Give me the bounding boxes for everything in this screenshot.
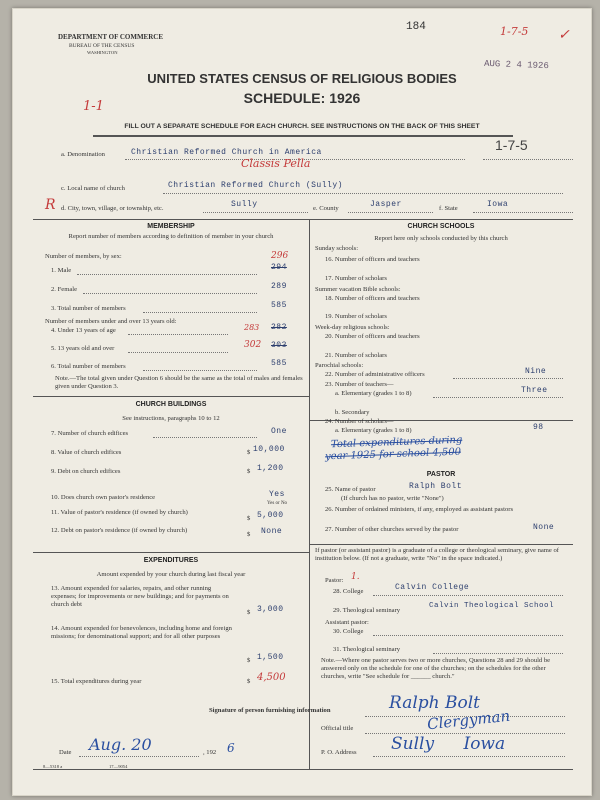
column-divider bbox=[309, 219, 310, 769]
pastor-heading: PASTOR bbox=[426, 471, 456, 478]
running-expenses-label: 13. Amount expended for salaries, repairs, and other running expenses; for improvements or new buildings; and for payments on church debt bbox=[51, 585, 229, 608]
male-label: 1. Male bbox=[51, 267, 72, 274]
summer-scholars-label: 19. Number of scholars bbox=[325, 313, 387, 320]
schools-subtitle: Report here only schools conducted by this church bbox=[374, 235, 508, 242]
assistant-seminary-label: 31. Theological seminary bbox=[333, 646, 401, 653]
edifices-count-value: One bbox=[271, 427, 287, 436]
red-r-mark: R bbox=[45, 197, 56, 213]
male-value-corrected: 296 bbox=[271, 251, 289, 261]
print-code: 17—9054 bbox=[109, 764, 128, 769]
form-subtitle: SCHEDULE: 1926 bbox=[243, 90, 361, 106]
date-value: Aug. 20 bbox=[89, 735, 152, 754]
edifices-count-label: 7. Number of church edifices bbox=[51, 430, 129, 437]
female-label: 2. Female bbox=[51, 286, 78, 293]
yes-no-hint: Yes or No bbox=[267, 501, 288, 506]
college-label: 28. College bbox=[333, 588, 364, 595]
dollar-sign: $ bbox=[247, 531, 251, 538]
census-schedule-sheet bbox=[12, 8, 592, 796]
year-prefix: , 192 bbox=[203, 749, 217, 756]
teachers-elementary-label: a. Elementary (grades 1 to 8) bbox=[335, 390, 412, 397]
over-13-label: 5. 13 years old and over bbox=[51, 345, 115, 352]
assistant-pastor-subheading: Assistant pastor: bbox=[325, 619, 369, 626]
under-13-value: 282 bbox=[271, 323, 287, 332]
city-field-label: d. City, town, village, or township, etc. bbox=[61, 205, 164, 212]
form-number: 184 bbox=[406, 21, 426, 33]
assistant-ministers-label: 26. Number of ordained ministers, if any, employed as assistant pastors bbox=[325, 506, 514, 513]
official-title-value: Clergyman bbox=[426, 706, 511, 734]
total-members-label: 3. Total number of members bbox=[51, 305, 126, 312]
residence-debt-value: None bbox=[261, 527, 283, 536]
parochial-teachers-label: 23. Number of teachers— bbox=[325, 381, 394, 388]
teachers-secondary-label: b. Secondary bbox=[335, 409, 370, 416]
denomination-value: Christian Reformed Church in America bbox=[131, 148, 322, 157]
other-churches-label: 27. Number of other churches served by the pastor bbox=[325, 526, 459, 533]
sunday-scholars-label: 17. Number of scholars bbox=[325, 275, 387, 282]
benevolences-value: 1,500 bbox=[257, 653, 284, 662]
handwritten-note-line1: Total expenditures during bbox=[330, 434, 463, 451]
pastor-red-mark: 1. bbox=[351, 572, 360, 582]
local-name-value: Christian Reformed Church (Sully) bbox=[168, 181, 343, 190]
red-corner-code: 1-7-5 bbox=[500, 25, 529, 38]
residence-value: 5,000 bbox=[257, 511, 284, 520]
residence-owned-label: 10. Does church own pastor's residence bbox=[51, 494, 156, 501]
received-date-stamp: AUG 2 4 1926 bbox=[483, 58, 549, 72]
city-label: WASHINGTON bbox=[87, 50, 118, 55]
buildings-subtitle: See instructions, paragraphs 10 to 12 bbox=[122, 415, 220, 422]
sunday-schools-label: Sunday schools: bbox=[315, 245, 359, 252]
total-members-value-2: 585 bbox=[271, 359, 287, 368]
local-name-label: c. Local name of church bbox=[61, 185, 125, 192]
parochial-officers-label: 22. Number of administrative officers bbox=[325, 371, 425, 378]
address-value: Sully Iowa bbox=[391, 734, 506, 754]
signature-label: Signature of person furnishing information bbox=[209, 707, 331, 714]
pastor-subheading: Pastor: bbox=[325, 577, 344, 584]
dollar-sign: $ bbox=[247, 449, 251, 456]
form-instruction: FILL OUT A SEPARATE SCHEDULE FOR EACH CHURCH. SEE INSTRUCTIONS ON THE BACK OF THIS SHEET bbox=[124, 123, 480, 130]
signature-value: Ralph Bolt bbox=[389, 693, 480, 713]
form-title: UNITED STATES CENSUS OF RELIGIOUS BODIES bbox=[147, 71, 457, 86]
handwritten-note-line2: year 1925 for school 4,500 bbox=[324, 446, 462, 463]
schools-heading: CHURCH SCHOOLS bbox=[407, 223, 475, 230]
male-value-struck: 294 bbox=[271, 263, 287, 272]
pastor-name-label: 25. Name of pastor bbox=[325, 486, 376, 493]
scholars-elementary-value: 98 bbox=[533, 423, 544, 432]
seminary-value: Calvin Theological School bbox=[429, 602, 555, 610]
expenditures-subtitle: Amount expended by your church during last fiscal year bbox=[96, 571, 246, 578]
weekday-scholars-label: 21. Number of scholars bbox=[325, 352, 387, 359]
teachers-elementary-value: Three bbox=[521, 386, 548, 395]
county-value: Jasper bbox=[370, 200, 402, 209]
total-members-value: 585 bbox=[271, 301, 287, 310]
membership-subtitle: Report number of members according to definition of member in your church bbox=[68, 233, 274, 240]
female-value: 289 bbox=[271, 282, 287, 291]
red-check-mark: ✓ bbox=[558, 27, 570, 43]
state-label: f. State bbox=[439, 205, 458, 212]
dollar-sign: $ bbox=[247, 657, 251, 664]
expenditures-heading: EXPENDITURES bbox=[143, 557, 199, 564]
dollar-sign: $ bbox=[247, 609, 251, 616]
buildings-heading: CHURCH BUILDINGS bbox=[135, 401, 207, 408]
edifices-value: 10,000 bbox=[253, 445, 285, 454]
address-label: P. O. Address bbox=[321, 749, 357, 756]
membership-note: Note.—The total given under Question 6 should be the same as the total of males and females given under Question 3. bbox=[55, 375, 303, 390]
seminary-label: 29. Theological seminary bbox=[333, 607, 401, 614]
total-expenditures-label: 15. Total expenditures during year bbox=[51, 678, 142, 685]
under-13-label: 4. Under 13 years of age bbox=[51, 327, 116, 334]
header-divider bbox=[93, 135, 513, 137]
college-value: Calvin College bbox=[395, 583, 470, 592]
weekday-officers-label: 20. Number of officers and teachers bbox=[325, 333, 420, 340]
pastor-name-value: Ralph Bolt bbox=[409, 482, 463, 491]
dollar-sign: $ bbox=[247, 515, 251, 522]
residence-value-label: 11. Value of pastor's residence (if owned by church) bbox=[51, 509, 188, 516]
graduate-note: If pastor (or assistant pastor) is a graduate of a college or theological seminary, give name of institution below. (If not a graduate, write "No" in the space indicated.) bbox=[315, 547, 560, 562]
sunday-officers-label: 16. Number of officers and teachers bbox=[325, 256, 420, 263]
parochial-scholars-label: 24. Number of scholars— bbox=[325, 418, 394, 425]
total-expenditures-value: 4,500 bbox=[257, 672, 286, 683]
over-13-value: 303 bbox=[271, 341, 287, 350]
pastor-note: Note.—Where one pastor serves two or more churches, Questions 28 and 29 should be answered only on the schedule for one of the churches; on the schedules for the other churches, write "See schedule for ______ church." bbox=[321, 657, 551, 680]
residence-owned-value: Yes bbox=[269, 490, 285, 499]
official-title-label: Official title bbox=[321, 725, 354, 732]
total-members-label-2: 6. Total number of members bbox=[51, 363, 126, 370]
membership-heading: MEMBERSHIP bbox=[147, 223, 195, 230]
parochial-officers-value: Nine bbox=[525, 367, 547, 376]
bureau-label: BUREAU OF THE CENSUS bbox=[69, 43, 135, 49]
weekday-schools-label: Week-day religious schools: bbox=[315, 324, 390, 331]
benevolences-label: 14. Amount expended for benevolences, including home and foreign missions; for denominational support; and for all other purposes bbox=[51, 625, 232, 640]
date-label: Date bbox=[59, 749, 72, 756]
under-13-note: 283 bbox=[244, 323, 260, 332]
church-code: 1-7-5 bbox=[495, 137, 528, 153]
form-code: 8—5318 a bbox=[43, 764, 63, 769]
dollar-sign: $ bbox=[247, 468, 251, 475]
assistant-college-label: 30. College bbox=[333, 628, 364, 635]
classis-note: Classis Pella bbox=[241, 157, 311, 170]
by-sex-label: Number of members, by sex: bbox=[45, 253, 122, 260]
residence-debt-label: 12. Debt on pastor's residence (if owned by church) bbox=[51, 527, 188, 534]
year-digit: 6 bbox=[227, 741, 235, 755]
department-label: DEPARTMENT OF COMMERCE bbox=[58, 33, 164, 41]
red-margin-code: 1-1 bbox=[83, 99, 104, 114]
denomination-label: a. Denomination bbox=[61, 151, 105, 158]
running-expenses-value: 3,000 bbox=[257, 605, 284, 614]
parochial-schools-label: Parochial schools: bbox=[315, 362, 364, 369]
pastor-name-hint: (If church has no pastor, write "None") bbox=[341, 495, 444, 502]
edifices-debt-label: 9. Debt on church edifices bbox=[51, 468, 121, 475]
dollar-sign: $ bbox=[247, 678, 251, 685]
summer-schools-label: Summer vacation Bible schools: bbox=[315, 286, 401, 293]
other-churches-value: None bbox=[533, 523, 555, 532]
scholars-elementary-label: a. Elementary (grades 1 to 8) bbox=[335, 427, 412, 434]
section-top-border bbox=[33, 219, 573, 220]
edifices-debt-value: 1,200 bbox=[257, 464, 284, 473]
county-label: e. County bbox=[313, 205, 339, 212]
summer-officers-label: 18. Number of officers and teachers bbox=[325, 295, 420, 302]
edifices-value-label: 8. Value of church edifices bbox=[51, 449, 122, 456]
age-heading: Number of members under and over 13 years old: bbox=[45, 318, 177, 325]
city-value: Sully bbox=[231, 200, 258, 209]
over-13-note: 302 bbox=[244, 340, 262, 350]
state-value: Iowa bbox=[487, 200, 509, 209]
